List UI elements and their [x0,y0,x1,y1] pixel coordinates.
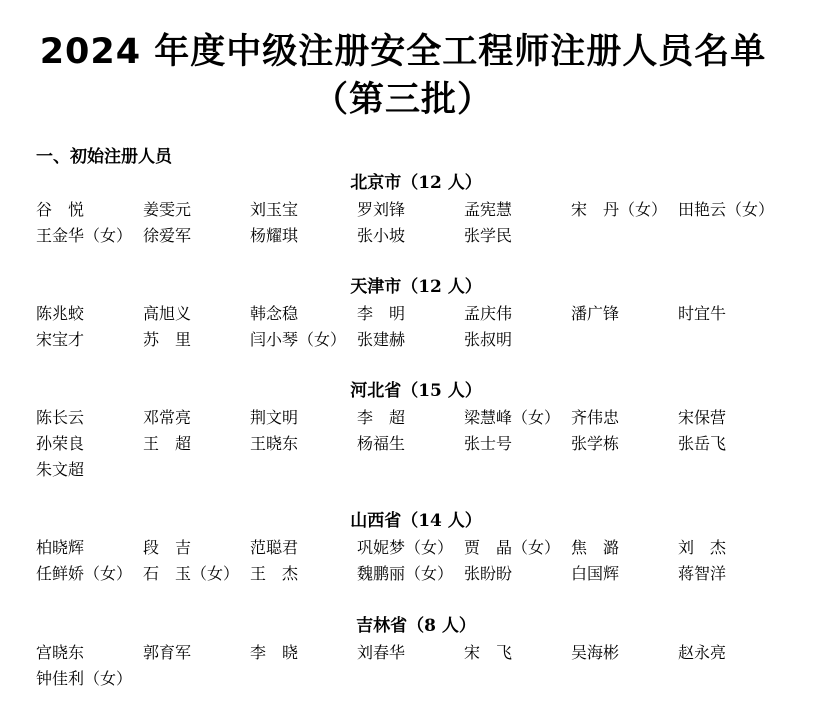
person-name: 贾 晶（女） [464,538,561,557]
person-name: 张士号 [464,434,513,453]
person-name: 孟宪慧 [464,200,513,219]
region-title: 河北省（15 人） [350,381,482,401]
person-name: 张学民 [464,226,513,245]
person-name: 刘 杰 [678,538,727,557]
person-name: 刘春华 [357,643,406,662]
person-name: 朱文超 [36,460,85,479]
person-name: 郭育军 [143,643,192,662]
person-name: 王晓东 [250,434,299,453]
person-name: 高旭义 [143,304,192,323]
person-name: 范聪君 [250,538,299,557]
person-name: 赵永亮 [678,643,727,662]
person-name: 段 吉 [143,538,192,557]
name-grid [36,197,796,249]
name-grid [36,301,796,353]
person-name: 王 超 [143,434,192,453]
person-name: 姜雯元 [143,200,192,219]
person-name: 苏 里 [143,330,192,349]
person-name: 潘广锋 [571,304,620,323]
region-title: 山西省（14 人） [350,511,482,531]
person-name: 焦 潞 [571,538,620,557]
name-grid [36,405,796,483]
region-hebei [36,378,796,483]
person-name: 宫晓东 [36,643,85,662]
person-name: 张岳飞 [678,434,727,453]
person-name: 邓常亮 [143,408,192,427]
person-name: 白国辉 [571,564,620,583]
document-title: 2024 年度中级注册安全工程师注册人员名单 [39,32,767,72]
person-name: 刘玉宝 [250,200,299,219]
person-name: 杨福生 [357,434,406,453]
person-name: 任鲜娇（女） [36,564,133,583]
person-name: 时宜牛 [678,304,727,323]
person-name: 田艳云（女） [678,200,775,219]
region-shanxi [36,508,796,587]
person-name: 孟庆伟 [464,304,513,323]
person-name: 荆文明 [250,408,299,427]
region-jilin [36,613,796,692]
person-name: 徐爱军 [143,226,192,245]
person-name: 杨耀琪 [250,226,299,245]
name-grid [36,640,796,692]
region-title: 吉林省（8 人） [356,616,476,636]
person-name: 孙荣良 [36,434,85,453]
name-grid [36,535,796,587]
person-name: 李 明 [357,304,406,323]
person-name: 宋宝才 [36,330,85,349]
person-name: 张建赫 [357,330,406,349]
person-name: 陈兆蛟 [36,304,85,323]
person-name: 王 杰 [250,564,299,583]
person-name: 吴海彬 [571,643,620,662]
person-name: 石 玉（女） [143,564,240,583]
person-name: 谷 悦 [36,200,85,219]
person-name: 张小坡 [357,226,406,245]
person-name: 张学栋 [571,434,620,453]
region-tianjin [36,274,796,353]
region-beijing [36,170,796,249]
person-name: 闫小琴（女） [250,330,347,349]
person-name: 巩妮梦（女） [357,538,454,557]
person-name: 蒋智洋 [678,564,727,583]
person-name: 魏鹏丽（女） [357,564,454,583]
document-subtitle: （第三批） [312,80,493,120]
person-name: 宋 飞 [464,643,513,662]
region-title: 天津市（12 人） [350,277,482,297]
person-name: 陈长云 [36,408,85,427]
person-name: 齐伟忠 [571,408,620,427]
person-name: 宋 丹（女） [571,200,668,219]
person-name: 王金华（女） [36,226,133,245]
person-name: 柏晓辉 [36,538,85,557]
person-name: 李 晓 [250,643,299,662]
section-heading: 一、初始注册人员 [36,147,172,167]
person-name: 张盼盼 [464,564,513,583]
person-name: 张叔明 [464,330,513,349]
person-name: 梁慧峰（女） [464,408,561,427]
person-name: 李 超 [357,408,406,427]
person-name: 钟佳利（女） [36,669,133,688]
person-name: 宋保营 [678,408,727,427]
person-name: 罗刘锋 [357,200,406,219]
region-title: 北京市（12 人） [350,173,482,193]
person-name: 韩念稳 [250,304,299,323]
